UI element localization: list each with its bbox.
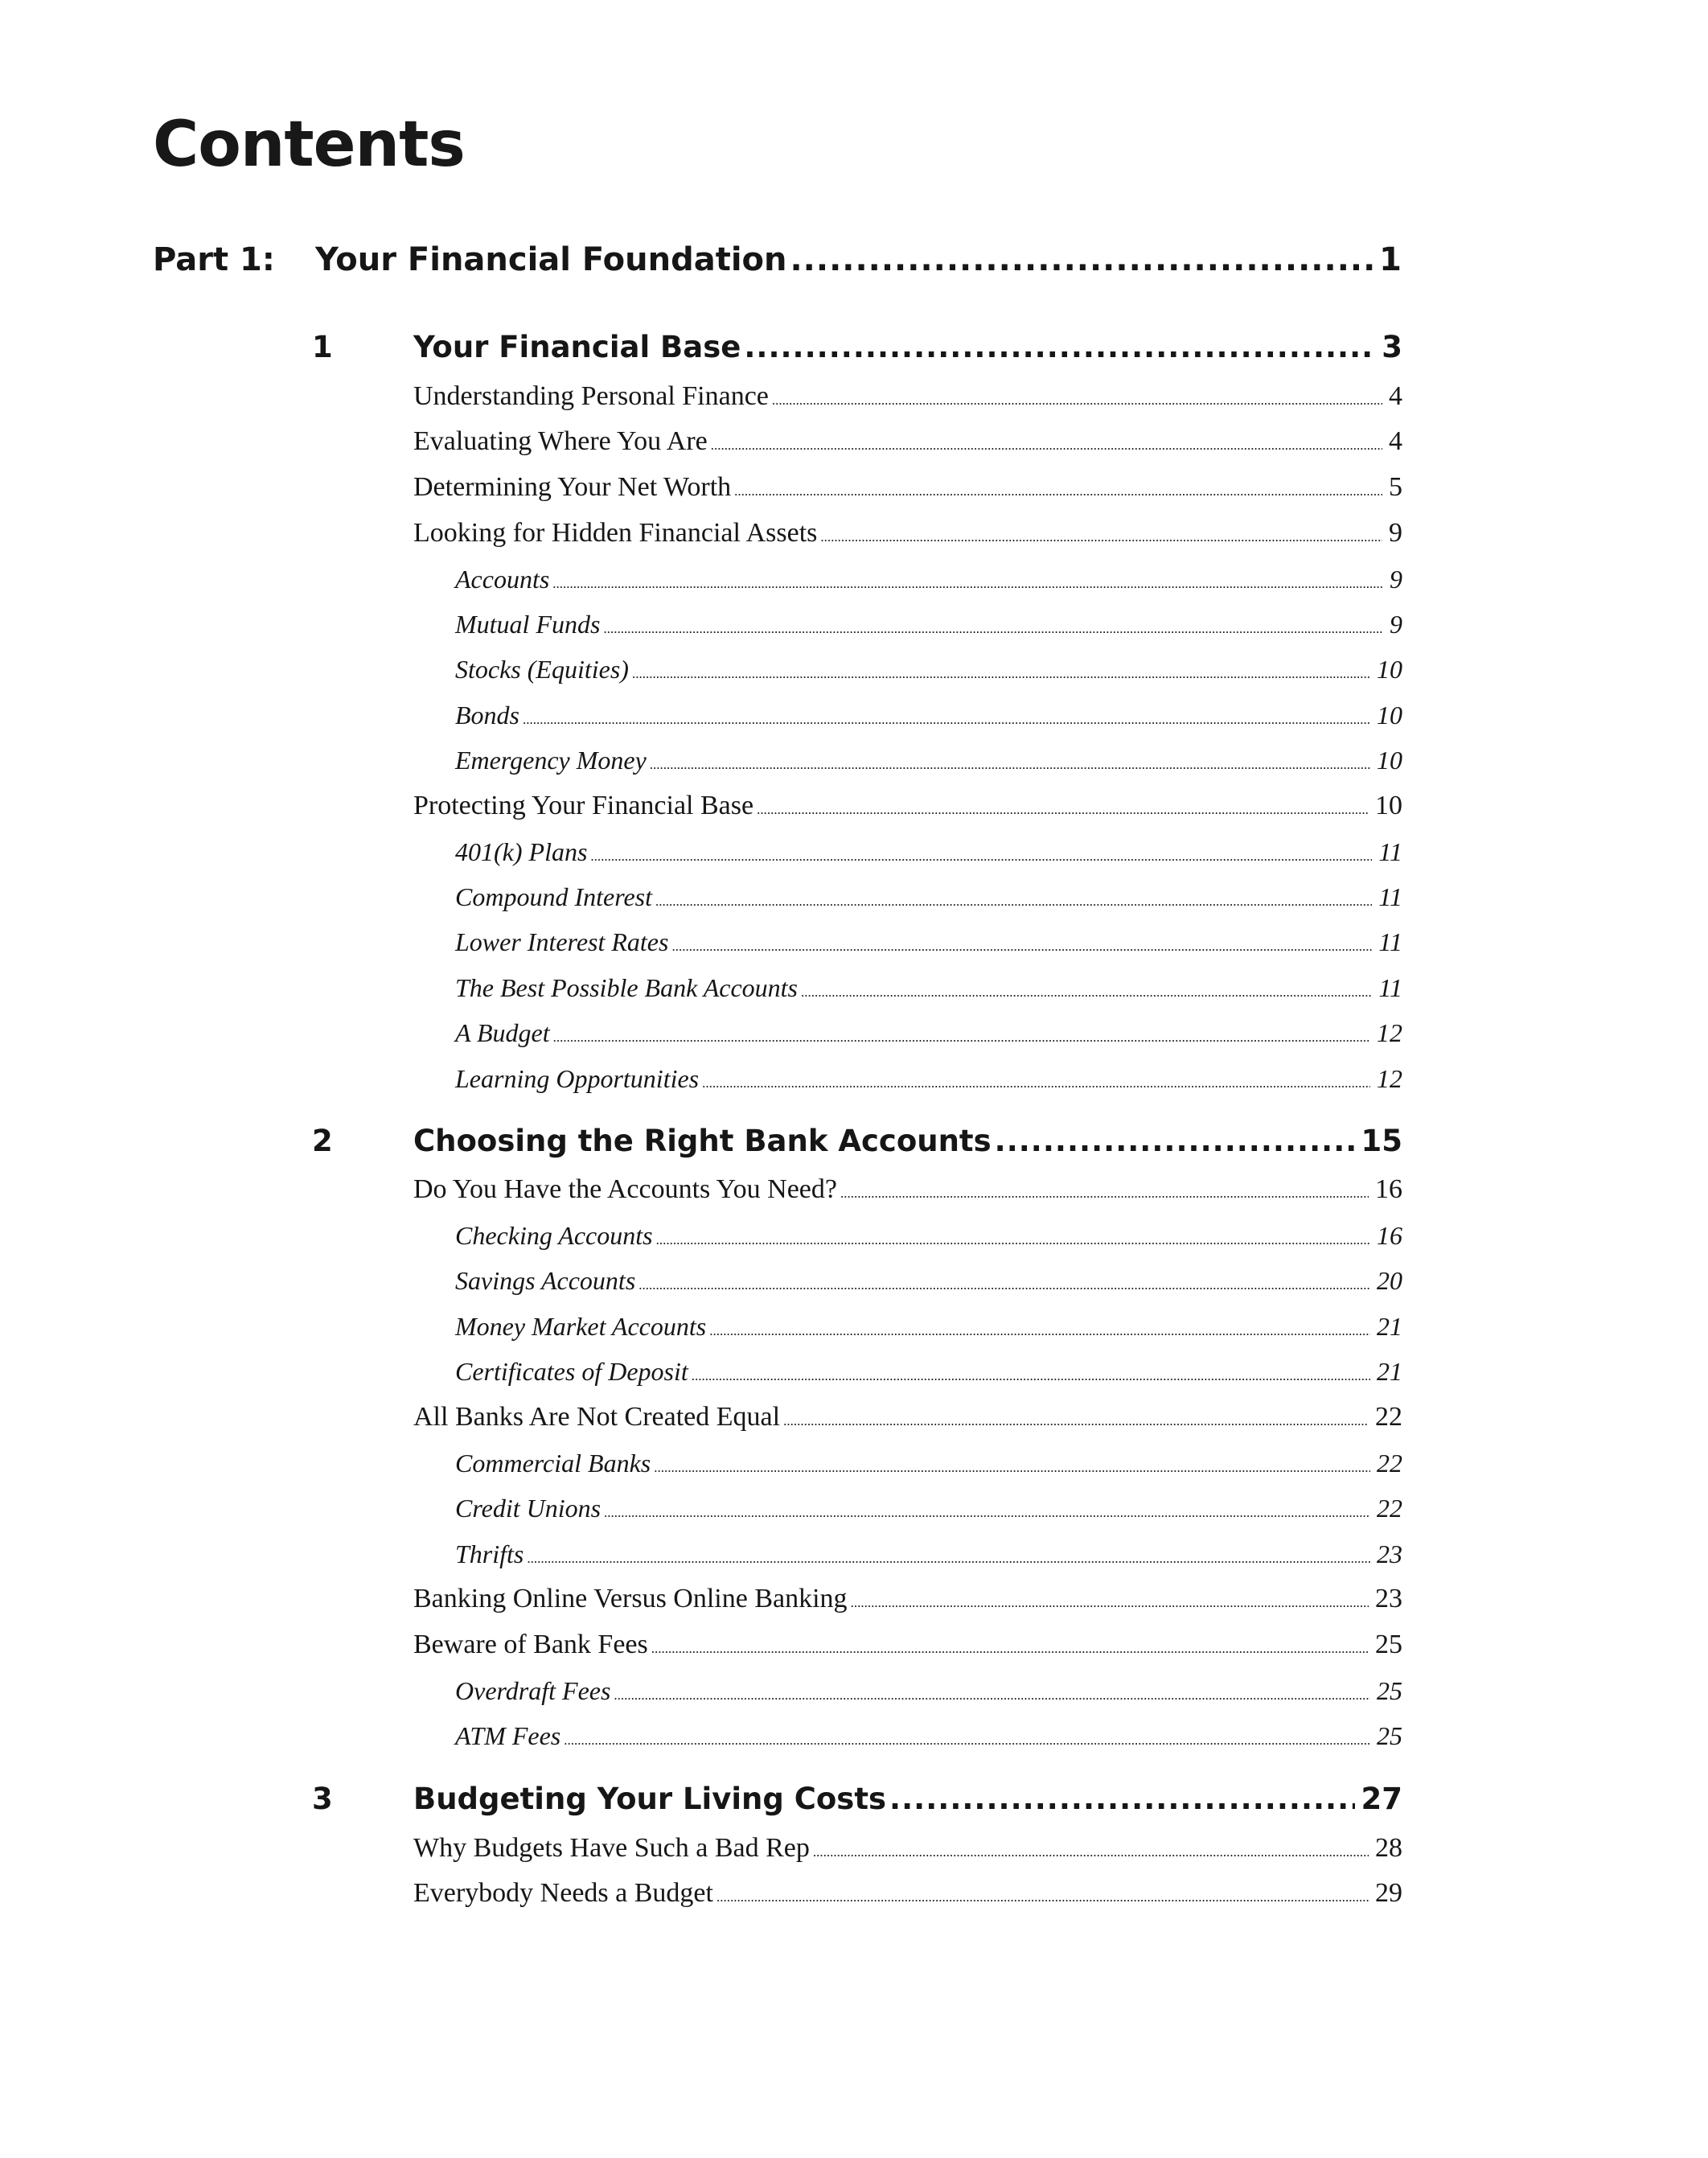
dot-leader	[716, 1880, 1369, 1915]
dot-leader	[744, 327, 1375, 368]
entry-page-number: 10	[1375, 791, 1402, 820]
toc-subentry[interactable]	[455, 1491, 1402, 1530]
entry-title: Overdraft Fees	[455, 1676, 611, 1705]
dot-leader	[709, 1314, 1370, 1348]
part-title: Your Financial Foundation	[315, 241, 787, 278]
entry-title: ATM Fees	[455, 1721, 561, 1750]
dot-leader	[523, 703, 1370, 737]
toc-entry[interactable]	[413, 424, 1402, 463]
entry-page-number: 23	[1377, 1539, 1402, 1568]
chapter-title: Choosing the Right Bank Accounts	[413, 1124, 992, 1158]
dot-leader	[840, 1176, 1369, 1211]
toc-subentry[interactable]	[455, 1446, 1402, 1485]
entry-page-number: 10	[1377, 746, 1402, 775]
toc-entry[interactable]	[413, 1627, 1402, 1667]
toc-entry[interactable]	[413, 1172, 1402, 1211]
entry-title: The Best Possible Bank Accounts	[455, 973, 798, 1002]
entry-page-number: 25	[1377, 1721, 1402, 1750]
entry-title: Certificates of Deposit	[455, 1357, 688, 1386]
toc-subentry[interactable]	[455, 1354, 1402, 1393]
entry-title: Credit Unions	[455, 1494, 601, 1523]
toc-entry[interactable]	[413, 1581, 1402, 1621]
entry-page-number: 4	[1389, 426, 1402, 456]
entry-title: Understanding Personal Finance	[413, 381, 769, 411]
entry-title: Thrifts	[455, 1539, 524, 1568]
dot-leader	[603, 612, 1383, 646]
entry-page-number: 9	[1389, 518, 1402, 548]
toc-subentry[interactable]	[455, 1537, 1402, 1576]
toc-entry[interactable]	[413, 1831, 1402, 1870]
chapter-heading[interactable]	[413, 327, 1402, 368]
entry-page-number: 16	[1377, 1221, 1402, 1250]
chapter-title: Your Financial Base	[413, 330, 741, 364]
dot-leader	[656, 1223, 1370, 1257]
entry-page-number: 12	[1377, 1018, 1402, 1047]
dot-leader	[654, 1451, 1370, 1485]
entry-page-number: 10	[1377, 655, 1402, 684]
chapter-number: 2	[312, 1124, 333, 1158]
toc-subentry[interactable]	[455, 743, 1402, 782]
entry-page-number: 29	[1375, 1878, 1402, 1908]
dot-leader	[772, 383, 1382, 418]
toc-subentry[interactable]	[455, 1219, 1402, 1257]
entry-page-number: 22	[1377, 1494, 1402, 1523]
entry-page-number: 21	[1377, 1312, 1402, 1341]
dot-leader	[650, 748, 1370, 782]
entry-page-number: 22	[1377, 1449, 1402, 1478]
toc-subentry[interactable]	[455, 652, 1402, 691]
dot-leader	[638, 1268, 1370, 1302]
dot-leader	[590, 840, 1372, 873]
toc-entry[interactable]	[413, 470, 1402, 509]
chapter-page-number: 3	[1382, 330, 1402, 364]
part-heading[interactable]	[153, 239, 1402, 281]
entry-title: Commercial Banks	[455, 1449, 651, 1478]
dot-leader	[711, 428, 1382, 463]
toc-entry[interactable]	[413, 516, 1402, 555]
toc-subentry[interactable]	[455, 971, 1402, 1009]
entry-page-number: 11	[1378, 882, 1402, 911]
dot-leader	[790, 239, 1373, 281]
entry-page-number: 9	[1390, 565, 1402, 594]
dot-leader	[614, 1679, 1370, 1712]
dot-leader	[783, 1404, 1369, 1439]
entry-title: Beware of Bank Fees	[413, 1630, 648, 1659]
entry-page-number: 11	[1378, 973, 1402, 1002]
entry-title: Lower Interest Rates	[455, 927, 669, 956]
toc-subentry[interactable]	[455, 1674, 1402, 1712]
entry-title: Bonds	[455, 701, 519, 730]
entry-page-number: 28	[1375, 1833, 1402, 1863]
dot-leader	[820, 520, 1382, 555]
chapter-page-number: 27	[1361, 1782, 1402, 1816]
page-title: Contents	[153, 109, 465, 181]
part-page-number: 1	[1379, 241, 1402, 278]
chapter-number: 1	[312, 330, 333, 364]
entry-title: Emergency Money	[455, 746, 647, 775]
entry-title: Banking Online Versus Online Banking	[413, 1584, 848, 1613]
dot-leader	[553, 1021, 1370, 1054]
entry-title: Accounts	[455, 565, 550, 594]
toc-entry[interactable]	[413, 1400, 1402, 1439]
entry-title: All Banks Are Not Created Equal	[413, 1402, 781, 1432]
entry-page-number: 25	[1377, 1676, 1402, 1705]
dot-leader	[651, 1631, 1369, 1667]
entry-title: Looking for Hidden Financial Assets	[413, 518, 818, 548]
entry-page-number: 25	[1375, 1630, 1402, 1659]
dot-leader	[692, 1359, 1370, 1393]
entry-page-number: 10	[1377, 701, 1402, 730]
toc-subentry[interactable]	[455, 880, 1402, 919]
entry-title: Everybody Needs a Budget	[413, 1878, 713, 1908]
toc-subentry[interactable]	[455, 835, 1402, 873]
entry-title: Money Market Accounts	[455, 1312, 707, 1341]
entry-page-number: 5	[1389, 472, 1402, 502]
entry-page-number: 9	[1390, 610, 1402, 639]
dot-leader	[604, 1496, 1370, 1530]
dot-leader	[995, 1121, 1355, 1161]
dot-leader	[527, 1542, 1370, 1576]
entry-title: Learning Opportunities	[455, 1064, 700, 1093]
entry-page-number: 11	[1378, 837, 1402, 866]
toc-entry[interactable]	[413, 1876, 1402, 1915]
entry-page-number: 21	[1377, 1357, 1402, 1386]
entry-title: Savings Accounts	[455, 1266, 636, 1295]
toc-entry[interactable]	[413, 788, 1402, 828]
dot-leader	[801, 976, 1372, 1009]
entry-page-number: 20	[1377, 1266, 1402, 1295]
entry-title: Protecting Your Financial Base	[413, 791, 754, 820]
part-label: Part 1:	[153, 241, 275, 278]
dot-leader	[552, 567, 1383, 601]
toc-subentry[interactable]	[455, 1016, 1402, 1054]
entry-title: Why Budgets Have Such a Bad Rep	[413, 1833, 810, 1863]
dot-leader	[757, 792, 1369, 828]
entry-title: 401(k) Plans	[455, 837, 588, 866]
dot-leader	[702, 1067, 1370, 1100]
dot-leader	[813, 1835, 1369, 1870]
dot-leader	[671, 930, 1372, 964]
chapter-heading[interactable]	[413, 1121, 1402, 1161]
chapter-heading[interactable]	[413, 1779, 1402, 1819]
toc-subentry[interactable]	[455, 562, 1402, 601]
dot-leader	[889, 1779, 1354, 1819]
toc-subentry[interactable]	[455, 698, 1402, 737]
toc-subentry[interactable]	[455, 925, 1402, 964]
toc-subentry[interactable]	[455, 1719, 1402, 1757]
entry-title: Checking Accounts	[455, 1221, 653, 1250]
entry-page-number: 22	[1375, 1402, 1402, 1432]
entry-title: Do You Have the Accounts You Need?	[413, 1174, 837, 1204]
entry-page-number: 16	[1375, 1174, 1402, 1204]
dot-leader	[564, 1724, 1370, 1757]
toc-subentry[interactable]	[455, 607, 1402, 646]
dot-leader	[734, 474, 1382, 509]
chapter-number: 3	[312, 1782, 333, 1816]
dot-leader	[851, 1585, 1369, 1621]
entry-page-number: 23	[1375, 1584, 1402, 1613]
entry-page-number: 4	[1389, 381, 1402, 411]
entry-page-number: 11	[1378, 927, 1402, 956]
toc-entry[interactable]	[413, 379, 1402, 418]
toc-subentry[interactable]	[455, 1062, 1402, 1100]
entry-title: Stocks (Equities)	[455, 655, 629, 684]
entry-title: Compound Interest	[455, 882, 653, 911]
entry-title: Mutual Funds	[455, 610, 601, 639]
dot-leader	[632, 657, 1370, 691]
entry-title: Determining Your Net Worth	[413, 472, 732, 502]
toc-subentry[interactable]	[455, 1309, 1402, 1348]
toc-subentry[interactable]	[455, 1264, 1402, 1302]
entry-title: A Budget	[455, 1018, 550, 1047]
entry-page-number: 12	[1377, 1064, 1402, 1093]
entry-title: Evaluating Where You Are	[413, 426, 708, 456]
chapter-page-number: 15	[1361, 1124, 1402, 1158]
dot-leader	[655, 885, 1372, 919]
chapter-title: Budgeting Your Living Costs	[413, 1782, 887, 1816]
